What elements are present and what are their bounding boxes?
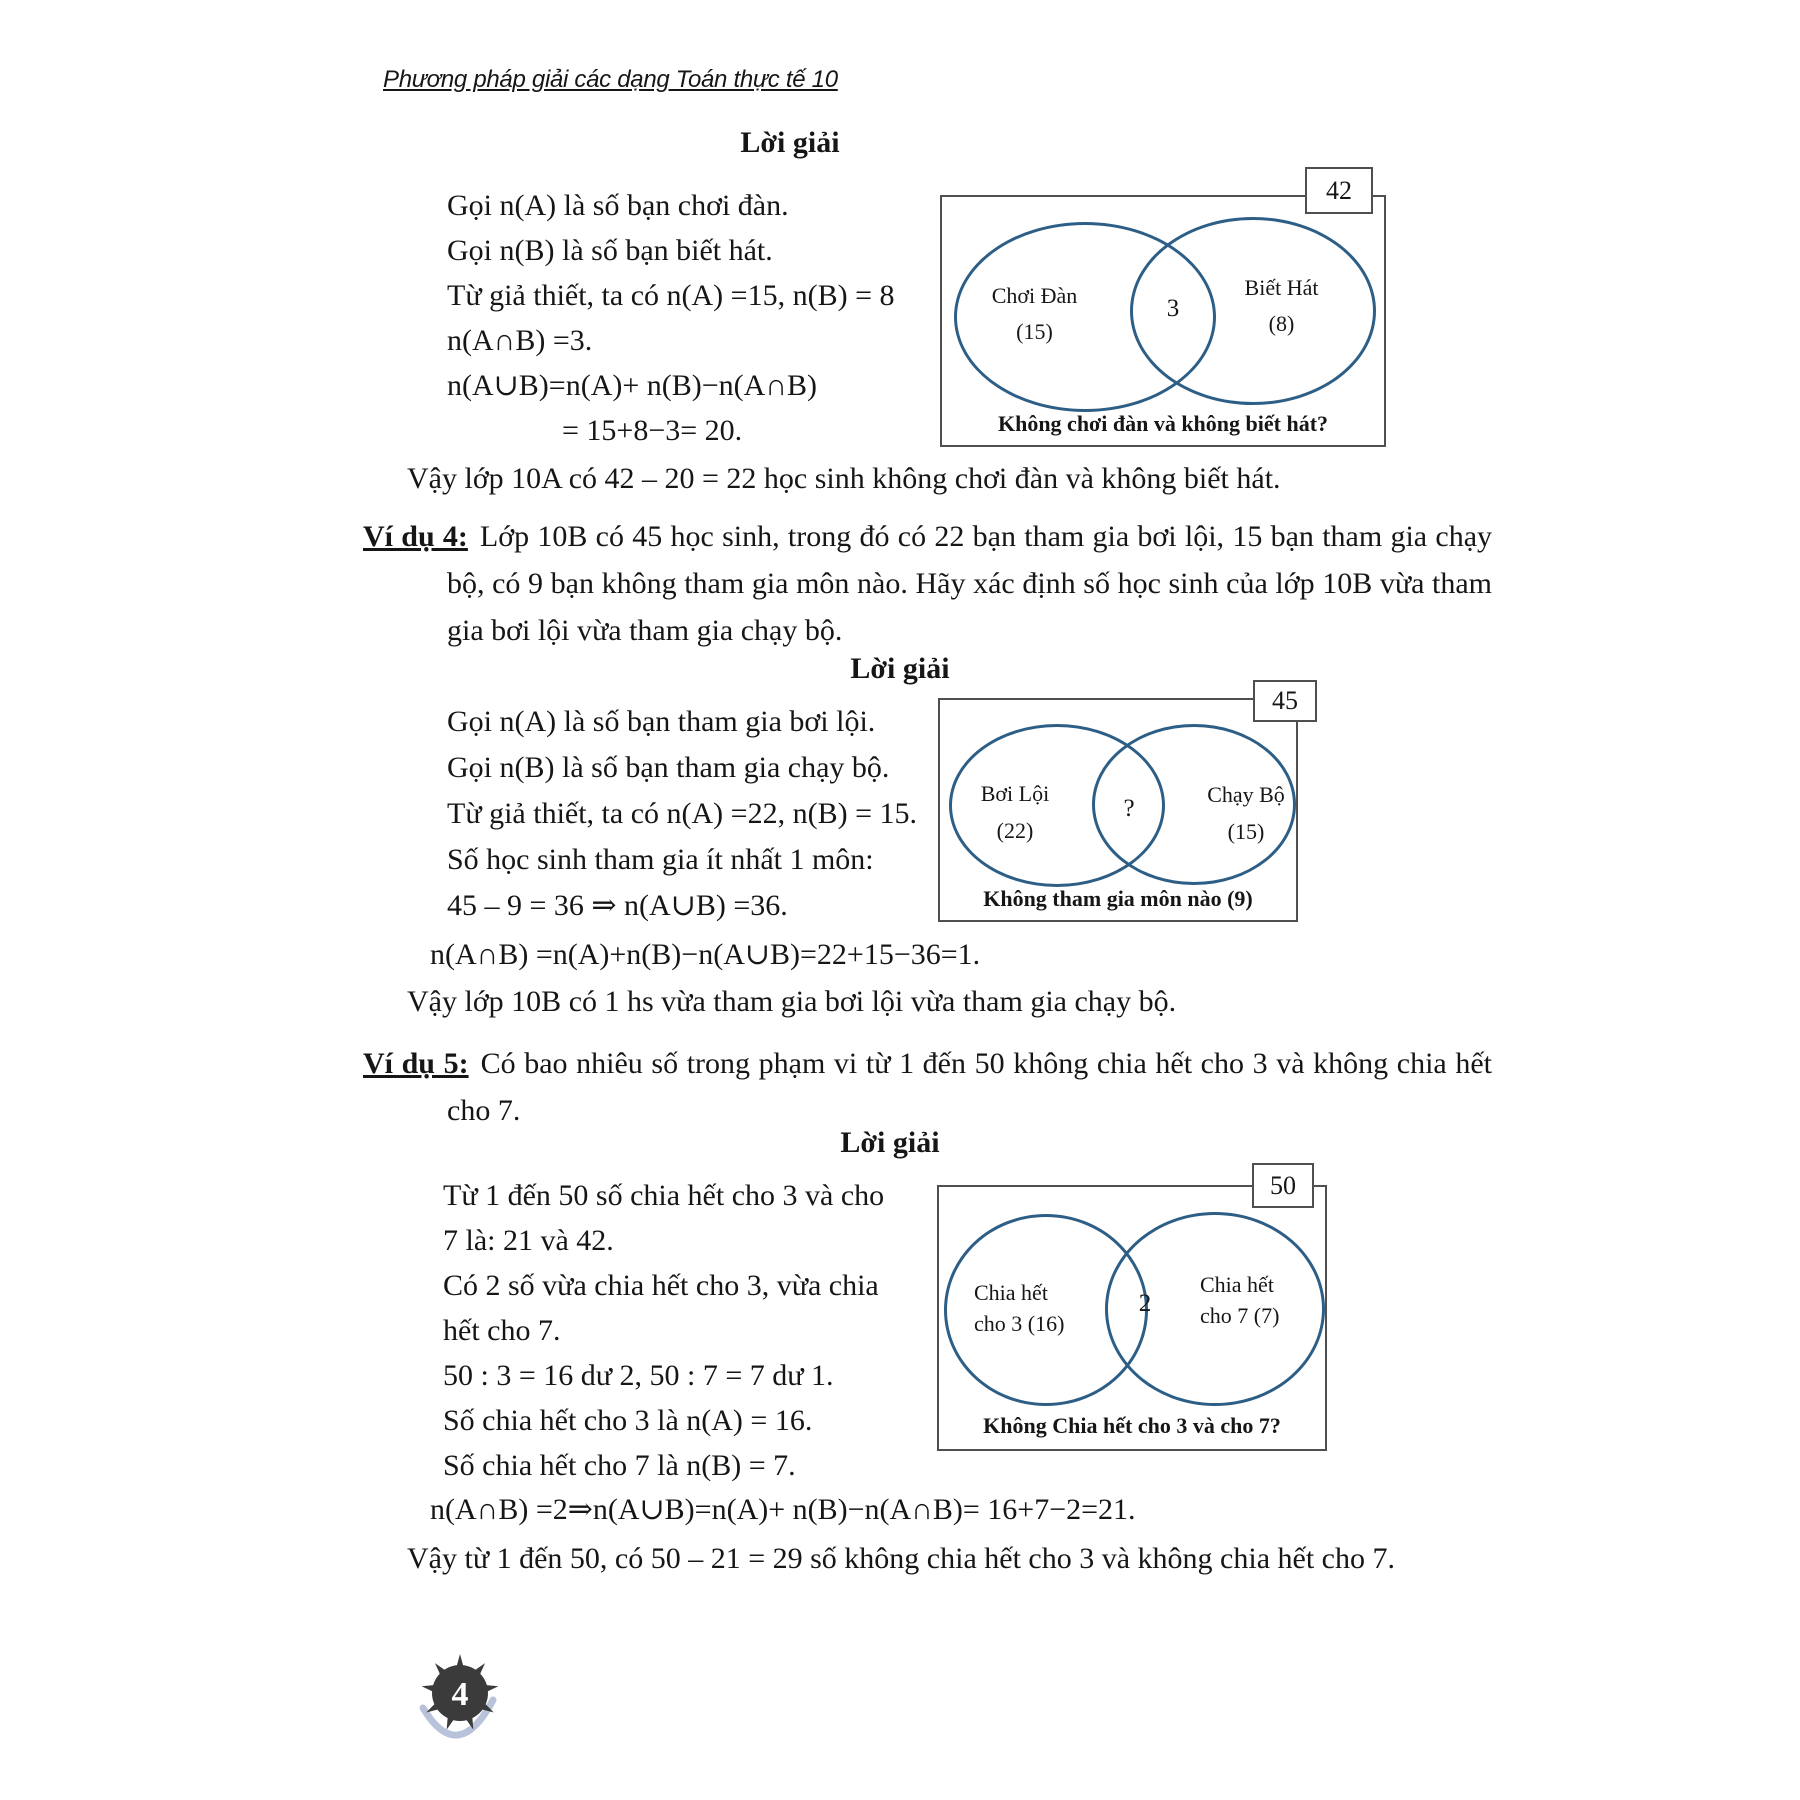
solution-line: 45 – 9 = 36 ⇒ n(A∪B) =36.	[447, 889, 788, 922]
example5-label: Ví dụ 5:	[363, 1047, 469, 1080]
page-number-badge	[398, 1645, 523, 1750]
solution-line: 50 : 3 = 16 dư 2, 50 : 7 = 7 dư 1.	[443, 1359, 834, 1392]
solution-line: = 15+8−3= 20.	[562, 414, 743, 447]
venn-intersection-value: ?	[1123, 795, 1135, 822]
solution-line: Gọi n(B) là số bạn biết hát.	[447, 234, 773, 267]
example4-paragraph	[363, 513, 1492, 654]
solution1-heading: Lời giải	[740, 126, 840, 159]
solution3-lines	[443, 1173, 884, 1488]
solution-line: Từ 1 đến 50 số chia hết cho 3 và cho	[443, 1179, 885, 1212]
solution-line: n(A∪B)=n(A)+ n(B)−n(A∩B)	[447, 369, 818, 402]
solution1-conclusion: Vậy lớp 10A có 42 – 20 = 22 học sinh không chơi đàn và không biết hát.	[407, 462, 1281, 495]
solution-line: Gọi n(B) là số bạn tham gia chạy bộ.	[447, 751, 890, 784]
solution-line: Từ giả thiết, ta có n(A) =22, n(B) = 15.	[447, 797, 917, 830]
venn-total-box: 45	[1253, 680, 1317, 722]
solution2-conclusion: Vậy lớp 10B có 1 hs vừa tham gia bơi lội vừa tham gia chạy bộ.	[407, 985, 1177, 1018]
solution1-lines	[447, 183, 895, 453]
venn-right-title: Chia hết	[1200, 1272, 1274, 1297]
example5-paragraph	[363, 1040, 1492, 1134]
venn-right-count: (8)	[1268, 311, 1295, 336]
solution-line: n(A∩B) =3.	[447, 324, 593, 357]
venn-diagram-3	[937, 1185, 1327, 1451]
solution-line: 7 là: 21 và 42.	[443, 1224, 614, 1257]
solution-line: Số chia hết cho 3 là n(A) = 16.	[443, 1404, 813, 1437]
solution-line: Từ giả thiết, ta có n(A) =15, n(B) = 8	[447, 279, 895, 312]
venn-left-label	[962, 278, 1107, 350]
solution2-equation: n(A∩B) =n(A)+n(B)−n(A∪B)=22+15−36=1.	[430, 938, 981, 971]
venn-total-box: 50	[1252, 1163, 1314, 1208]
venn-right-count: cho 7 (7)	[1200, 1303, 1280, 1328]
venn-diagram-2	[938, 698, 1298, 922]
example5-text: Có bao nhiêu số trong phạm vi từ 1 đến 50 không chia hết cho 3 và không chia hết cho 7.	[447, 1047, 1493, 1127]
solution-line: Có 2 số vừa chia hết cho 3, vừa chia	[443, 1269, 879, 1302]
venn-intersection-value: 2	[1138, 1290, 1152, 1317]
venn-caption: Không chơi đàn và không biết hát?	[997, 411, 1329, 436]
solution-line: hết cho 7.	[443, 1314, 561, 1347]
venn-left-label	[955, 775, 1075, 849]
solution-line: Gọi n(A) là số bạn tham gia bơi lội.	[447, 705, 876, 738]
solution2-lines	[447, 699, 917, 929]
solution3-conclusion: Vậy từ 1 đến 50, có 50 – 21 = 29 số không chia hết cho 3 và không chia hết cho 7.	[407, 1542, 1395, 1575]
page-header: Phương pháp giải các dạng Toán thực tế 10	[383, 66, 838, 93]
venn-right-title: Chạy Bộ	[1207, 782, 1285, 807]
solution-line: Gọi n(A) là số bạn chơi đàn.	[447, 189, 789, 222]
solution3-heading: Lời giải	[840, 1126, 940, 1159]
solution-line: Số học sinh tham gia ít nhất 1 môn:	[447, 843, 874, 876]
venn-right-count: (15)	[1227, 819, 1265, 844]
venn-diagram-1	[940, 195, 1386, 447]
example4-label: Ví dụ 4:	[363, 520, 468, 553]
venn-left-count: (22)	[996, 818, 1034, 843]
venn-total-box: 42	[1305, 167, 1373, 214]
venn-left-title: Bơi Lội	[980, 781, 1050, 806]
venn-intersection-value: 3	[1166, 295, 1180, 322]
venn-left-label	[974, 1277, 1114, 1339]
venn-right-label	[1214, 270, 1349, 342]
solution3-equation: n(A∩B) =2⇒n(A∪B)=n(A)+ n(B)−n(A∩B)= 16+7−2=21.	[430, 1493, 1136, 1526]
venn-left-title: Chơi Đàn	[991, 283, 1078, 308]
venn-right-label	[1200, 1269, 1340, 1331]
venn-right-label	[1186, 776, 1306, 850]
example4-text: Lớp 10B có 45 học sinh, trong đó có 22 bạn tham gia bơi lội, 15 bạn tham gia chạy bộ, có 9 bạn không tham gia môn nào. Hãy xác định số học sinh của lớp 10B vừa tham gia bơi lội vừa tham gia chạy bộ.	[447, 520, 1493, 647]
venn-caption: Không Chia hết cho 3 và cho 7?	[983, 1413, 1281, 1438]
page-number: 4	[451, 1676, 469, 1713]
venn-left-count: cho 3 (16)	[974, 1311, 1065, 1336]
solution-line: Số chia hết cho 7 là n(B) = 7.	[443, 1449, 796, 1482]
solution2-heading: Lời giải	[850, 652, 950, 685]
venn-left-count: (15)	[1016, 319, 1053, 344]
venn-caption: Không tham gia môn nào (9)	[983, 886, 1253, 911]
venn-right-title: Biết Hát	[1244, 275, 1319, 300]
venn-left-title: Chia hết	[974, 1280, 1048, 1305]
